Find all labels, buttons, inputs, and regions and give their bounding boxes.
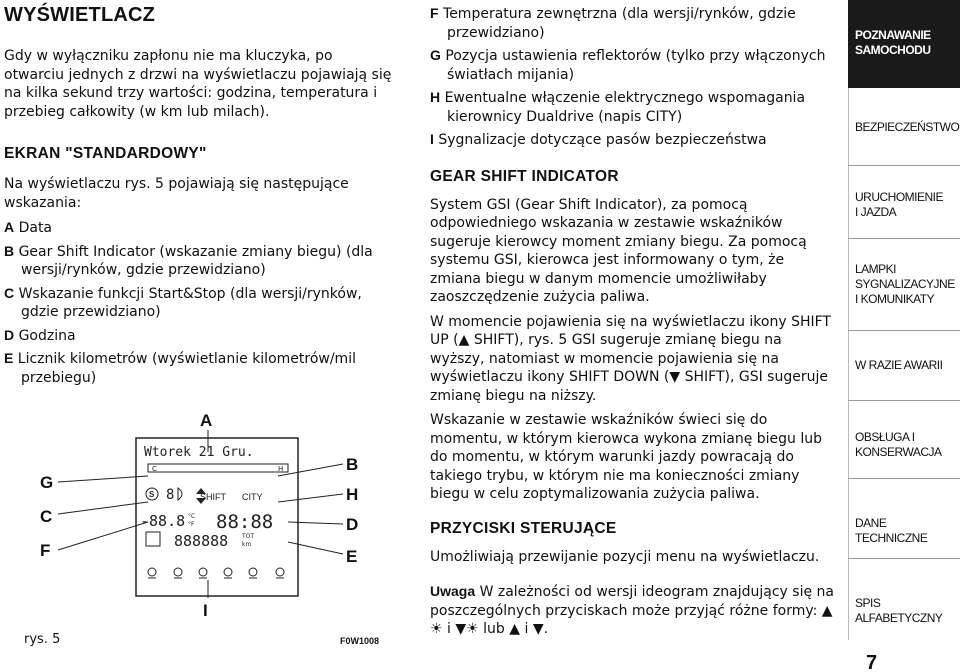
middle-column xyxy=(430,4,835,639)
shift-up-triangle-icon: ▲ xyxy=(458,332,470,348)
button-up-icon: ▲ xyxy=(509,621,521,637)
intro-paragraph: Gdy w wyłączniku zapłonu nie ma kluczyka, po otwarciu jednych z drzwi na wyświetlaczu pojawiają się na kilka sekund trzy wartości: godzina, temperatura i przebieg całkowity (w km lub milach). xyxy=(4,48,392,120)
callout-a: A xyxy=(200,411,213,430)
figure-caption: rys. 5 xyxy=(24,632,61,647)
callout-g: G xyxy=(40,473,54,492)
legend-item-g: G Pozycja ustawienia reflektorów (tylko przy włączonych światłach mijania) xyxy=(430,47,826,83)
legend-item-f: F Temperatura zewnętrzna (dla wersji/rynków, gdzie przewidziano) xyxy=(430,5,796,41)
callout-line-f xyxy=(58,522,148,550)
gsi-paragraph-2: W momencie pojawienia się na wyświetlaczu ikony SHIFT UP (▲ SHIFT), rys. 5 GSI sugeruje zmianę biegu na wyższy, natomiast w momencie pojawienia się na wyświetlaczu ikony SHIFT DOWN (▼ SHIFT), GSI sugeruje zmianę biegu na niższy. xyxy=(430,313,831,404)
sidebar-tab-dane[interactable]: DANE TECHNICZNE xyxy=(855,516,928,545)
svg-text:TOT: TOT xyxy=(242,533,255,540)
note-label: Uwaga xyxy=(430,583,476,599)
legend-item-e: E Licznik kilometrów (wyświetlanie kilometrów/mil przebiegu) xyxy=(4,350,356,386)
display-diagram xyxy=(28,404,388,624)
legend-item-c: C Wskazanie funkcji Start&Stop (dla wersji/rynków, gdzie przewidziano) xyxy=(4,284,362,320)
sidebar-tab-lampki[interactable]: LAMPKI SYGNALIZACYJNE I KOMUNIKATY xyxy=(855,262,955,306)
temperature-readout: -88.8 xyxy=(140,512,186,530)
sidebar xyxy=(848,0,960,640)
note-paragraph: Uwaga W zależności od wersji ideogram znajdujący się na poszczególnych przyciskach może przyjąć różne formy: ▲☀ i ▼☀ lub ▲ i ▼. xyxy=(430,583,834,637)
gsi-paragraph-3: Wskazanie w zestawie wskaźników świeci się do momentu, w którym kierowca wykona zmianę biegu lub do momentu, w którym warunki jazdy powracają do takiego trybu, w którym nie ma konieczności zmiany biegu w celu zoptymalizowania zużycia paliwa. xyxy=(430,412,823,502)
callout-e: E xyxy=(346,547,358,566)
gauge-c-label: C xyxy=(152,465,157,473)
callout-f: F xyxy=(40,541,51,560)
gsi-paragraph-1: System GSI (Gear Shift Indicator), za pomocą odpowiedniego wskazania w zestawie wskaźników sugeruje kierowcy moment zmiany biegu. Za pomocą systemu GSI, kierowca jest informowany o tym, że zmiana biegu w danym momencie umożliwiłaby zaoszczędzenie zużycia paliwa. xyxy=(430,196,807,305)
callout-line-c xyxy=(58,502,148,514)
legend-item-a: A Data xyxy=(4,219,53,236)
sidebar-tab-uruchomienie[interactable]: URUCHOMIENIE I JAZDA xyxy=(855,190,944,219)
sidebar-tab-awarie[interactable]: W RAZIE AWARII xyxy=(855,358,943,372)
legend-list xyxy=(4,218,396,387)
svg-text:km: km xyxy=(242,541,252,548)
legend-item-i: I Sygnalizacje dotyczące pasów bezpieczeństwa xyxy=(430,131,767,148)
odometer-readout: 888888 xyxy=(174,532,229,550)
gauge-h-label: H xyxy=(278,465,284,473)
svg-text:°C: °C xyxy=(188,513,196,520)
section-title-buttons: PRZYCISKI STERUJĄCE xyxy=(430,519,617,537)
left-column xyxy=(4,4,396,387)
shift-label: SHIFT xyxy=(200,492,226,502)
legend-item-d: D Godzina xyxy=(4,326,76,344)
shift-down-triangle-icon: ▼ xyxy=(669,369,681,385)
legend-item-b: B Gear Shift Indicator (wskazanie zmiany biegu) (dla wersji/rynków, gdzie przewidziano) xyxy=(4,242,373,278)
svg-text:S: S xyxy=(149,490,155,499)
page-number: 7 xyxy=(866,652,878,672)
callout-line-g xyxy=(58,476,148,482)
section-title-gsi: GEAR SHIFT INDICATOR xyxy=(430,167,619,185)
section-title-standard-screen: EKRAN "STANDARDOWY" xyxy=(4,145,207,162)
button-down-light-icon: ▼☀ xyxy=(455,621,479,637)
headlight-level-icon: 8 xyxy=(166,487,175,503)
buttons-paragraph: Umożliwiają przewijanie pozycji menu na wyświetlaczu. xyxy=(430,548,820,565)
button-down-icon: ▼ xyxy=(532,621,544,637)
button-up-light-icon: ▲☀ xyxy=(430,602,833,637)
sidebar-tab-spis[interactable]: SPIS ALFABETYCZNY xyxy=(855,596,943,625)
callout-h: H xyxy=(346,485,359,504)
city-label: CITY xyxy=(242,492,263,502)
section-intro: Na wyświetlaczu rys. 5 pojawiają się następujące wskazania: xyxy=(4,176,349,211)
callout-i: I xyxy=(203,601,208,620)
figure-code: F0W1008 xyxy=(340,636,380,646)
legend-item-h: H Ewentualne włączenie elektrycznego wspomagania kierownicy Dualdrive (napis CITY) xyxy=(430,89,806,125)
page-title: WYŚWIETLACZ xyxy=(4,4,156,26)
callout-c: C xyxy=(40,507,53,526)
display-figure xyxy=(28,404,388,624)
clock-readout: 88:88 xyxy=(216,511,274,533)
callout-d: D xyxy=(346,515,359,534)
svg-text:°F: °F xyxy=(188,521,195,528)
callout-b: B xyxy=(346,455,359,474)
sidebar-tab-poznawanie[interactable]: POZNAWANIE SAMOCHODU xyxy=(848,0,960,88)
sidebar-tab-bezpieczenstwo[interactable]: BEZPIECZEŃSTWO xyxy=(855,120,960,134)
display-date: Wtorek 21 Gru. xyxy=(144,445,254,460)
sidebar-tab-obsluga[interactable]: OBSŁUGA I KONSERWACJA xyxy=(855,430,942,459)
